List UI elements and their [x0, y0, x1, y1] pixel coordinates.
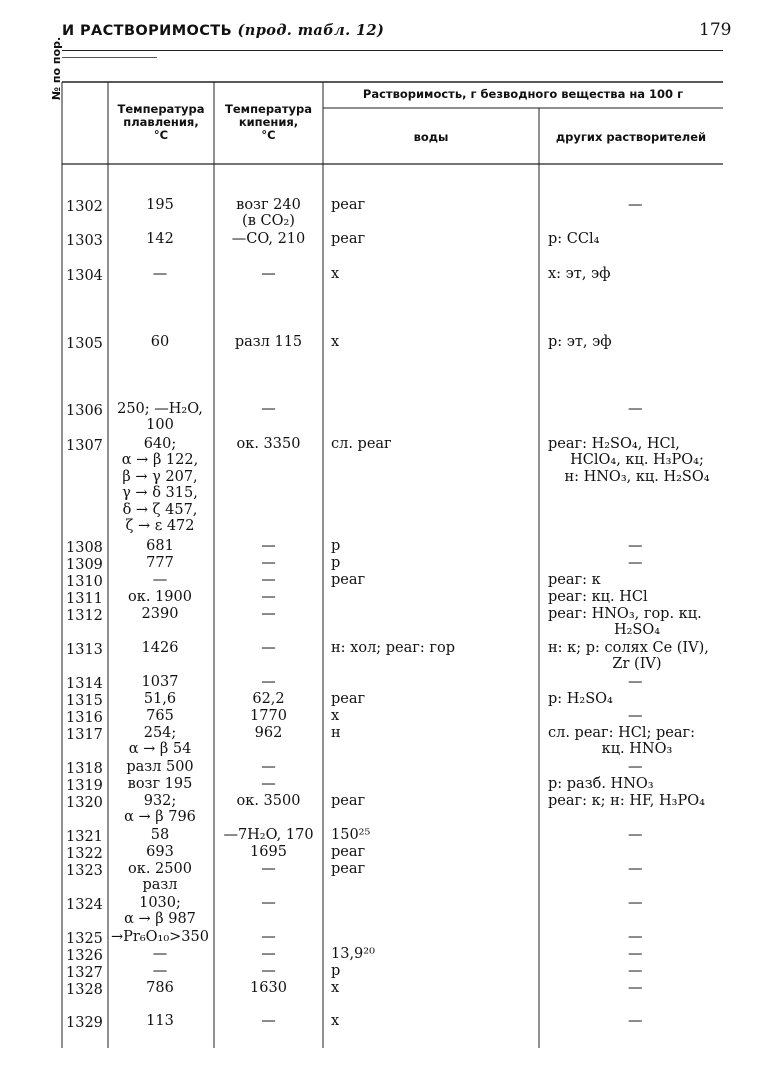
- boiling-point-value: 1695: [250, 844, 287, 860]
- melting-point-value: α → β 122,: [121, 452, 199, 469]
- row-number: 1325: [66, 931, 103, 947]
- melting-point-value: β → γ 207,: [122, 468, 198, 485]
- melting-point-value: —: [152, 963, 168, 979]
- boiling-point-value: —: [261, 640, 276, 656]
- row-number: 1319: [66, 778, 103, 794]
- row-number: 1305: [66, 336, 103, 352]
- water-solubility-value: х: [331, 1013, 340, 1029]
- row-number: 1317: [66, 727, 103, 743]
- column-header-boiling: [214, 103, 323, 142]
- melting-point-value: 250; —H₂O,: [117, 401, 203, 417]
- row-number: 1311: [66, 591, 103, 607]
- water-solubility-value: реаг: [331, 231, 366, 247]
- melting-point-value: 1037: [141, 674, 179, 690]
- melting-point-value: 765: [146, 708, 174, 724]
- column-header-boiling-line: кипения,: [238, 115, 299, 129]
- melting-point-value: 1030;: [139, 895, 181, 911]
- row-number: 1321: [66, 829, 103, 845]
- boiling-point-value: —: [261, 929, 276, 945]
- melting-point-value: 100: [146, 417, 174, 434]
- melting-point-value: 786: [146, 980, 174, 996]
- column-header-water: воды: [413, 130, 449, 144]
- water-solubility-value: н: хол; реаг: гор: [331, 640, 455, 656]
- other-solvents-value: н: к; р: солях Ce (IV),: [548, 640, 709, 656]
- other-solvents-value: сл. реаг: HCl; реаг:: [548, 725, 696, 741]
- melting-point-value: —: [152, 266, 168, 282]
- boiling-point-value: 962: [254, 725, 283, 741]
- boiling-point-value: —: [261, 895, 276, 911]
- water-solubility-value: реаг: [331, 197, 366, 213]
- other-solvents-value: реаг: кц. HCl: [548, 589, 648, 605]
- other-solvents-value: Zr (IV): [612, 656, 662, 673]
- row-number: 1323: [66, 863, 103, 879]
- boiling-point-value: —: [261, 589, 276, 605]
- other-solvents-value: —: [628, 946, 643, 962]
- water-solubility-value: 13,9²⁰: [331, 946, 375, 962]
- melting-point-value: разл 500: [126, 759, 194, 775]
- other-solvents-value: —: [628, 708, 643, 724]
- melting-point-value: α → β 54: [128, 741, 192, 758]
- other-solvents-value: —: [628, 538, 643, 554]
- water-solubility-value: х: [331, 708, 340, 724]
- melting-point-value: разл: [142, 877, 178, 894]
- other-solvents-value: реаг: к; н: HF, H₃PO₄: [548, 793, 705, 809]
- boiling-point-value: —CO, 210: [231, 231, 306, 247]
- page-number: 179: [699, 20, 732, 40]
- other-solvents-value: —: [628, 1013, 643, 1029]
- row-number: 1313: [66, 642, 103, 658]
- other-solvents-value: х: эт, эф: [548, 266, 611, 282]
- other-solvents-value: р: эт, эф: [548, 334, 612, 350]
- row-number: 1328: [66, 982, 103, 998]
- row-number: 1322: [66, 846, 103, 862]
- row-number: 1315: [66, 693, 103, 709]
- column-header-others: других растворителей: [555, 130, 707, 144]
- melting-point-value: 142: [146, 231, 174, 247]
- melting-point-value: 2390: [141, 606, 179, 622]
- row-number: 1314: [66, 676, 103, 692]
- melting-point-value: 254;: [143, 725, 177, 741]
- other-solvents-value: HClO₄, кц. H₃PO₄;: [570, 452, 704, 469]
- melting-point-value: 777: [146, 555, 174, 571]
- column-header-melting: [108, 103, 214, 142]
- other-solvents-value: р: H₂SO₄: [548, 691, 613, 707]
- column-header-number: № по пор.: [50, 36, 63, 101]
- melting-point-value: α → β 987: [124, 911, 196, 928]
- boiling-point-value: —: [261, 946, 276, 962]
- boiling-point-value: —: [261, 963, 276, 979]
- other-solvents-value: —: [628, 861, 643, 877]
- other-solvents-value: реаг: HNO₃, гор. кц.: [548, 606, 702, 622]
- boiling-point-value: —: [261, 401, 276, 417]
- other-solvents-value: р: CCl₄: [548, 231, 600, 247]
- water-solubility-value: реаг: [331, 861, 366, 877]
- row-number: 1310: [66, 574, 103, 590]
- boiling-point-value: ок. 3350: [236, 436, 301, 452]
- other-solvents-value: р: разб. HNO₃: [548, 776, 654, 792]
- other-solvents-value: —: [628, 759, 643, 775]
- row-number: 1324: [66, 897, 103, 913]
- boiling-point-value: —: [261, 606, 276, 622]
- row-number: 1326: [66, 948, 103, 964]
- column-header-melting-line: плавления,: [123, 115, 199, 129]
- water-solubility-value: р: [331, 555, 341, 571]
- boiling-point-value: разл 115: [234, 334, 303, 350]
- water-solubility-value: х: [331, 980, 340, 996]
- row-number: 1309: [66, 557, 103, 573]
- boiling-point-value: —: [261, 266, 276, 282]
- water-solubility-value: х: [331, 266, 340, 282]
- other-solvents-value: н: HNO₃, кц. H₂SO₄: [564, 468, 710, 485]
- boiling-point-value: —: [261, 1013, 276, 1029]
- boiling-point-value: —: [261, 861, 276, 877]
- boiling-point-value: возг 240: [236, 197, 301, 213]
- water-solubility-value: реаг: [331, 572, 366, 588]
- column-header-melting-line: °С: [153, 128, 169, 142]
- row-number: 1320: [66, 795, 103, 811]
- row-number: 1329: [66, 1015, 103, 1031]
- melting-point-value: 58: [150, 827, 170, 843]
- other-solvents-value: —: [628, 674, 643, 690]
- water-solubility-value: р: [331, 538, 341, 554]
- melting-point-value: 1426: [141, 640, 179, 656]
- melting-point-value: возг 195: [127, 776, 193, 792]
- melting-point-value: δ → ζ 457,: [122, 501, 198, 518]
- boiling-point-value: —: [261, 674, 276, 690]
- melting-point-value: ок. 1900: [128, 589, 192, 605]
- melting-point-value: γ → δ 315,: [122, 485, 198, 502]
- water-solubility-value: н: [331, 725, 341, 741]
- column-header-melting-line: Температура: [117, 102, 205, 116]
- other-solvents-value: H₂SO₄: [613, 622, 661, 639]
- other-solvents-value: —: [628, 197, 643, 213]
- column-header-boiling-line: Температура: [225, 102, 312, 116]
- water-solubility-value: реаг: [331, 793, 366, 809]
- running-header-title: И РАСТВОРИМОСТЬ: [62, 23, 233, 39]
- boiling-point-value: —: [261, 538, 276, 554]
- melting-point-value: →Pr₆O₁₀>350: [111, 929, 209, 945]
- other-solvents-value: —: [628, 555, 643, 571]
- melting-point-value: α → β 796: [124, 809, 196, 826]
- other-solvents-value: реаг: H₂SO₄, HCl,: [548, 436, 680, 452]
- column-header-boiling-line: °С: [261, 128, 276, 142]
- boiling-point-value: (в CO₂): [242, 213, 295, 230]
- melting-point-value: 693: [146, 844, 174, 860]
- row-number: 1302: [66, 199, 103, 215]
- water-solubility-value: р: [331, 963, 341, 979]
- boiling-point-value: ок. 3500: [236, 793, 301, 809]
- melting-point-value: 681: [146, 538, 174, 554]
- melting-point-value: 51,6: [143, 691, 177, 707]
- boiling-point-value: 1770: [250, 708, 287, 724]
- other-solvents-value: —: [628, 827, 643, 843]
- running-header-subtitle: (прод. табл. 12): [237, 22, 385, 39]
- boiling-point-value: —: [261, 776, 276, 792]
- boiling-point-value: —: [261, 572, 276, 588]
- melting-point-value: ок. 2500: [128, 861, 192, 877]
- row-number: 1316: [66, 710, 103, 726]
- melting-point-value: ζ → ε 472: [125, 518, 195, 534]
- water-solubility-value: реаг: [331, 844, 366, 860]
- melting-point-value: 113: [146, 1013, 174, 1029]
- row-number: 1318: [66, 761, 103, 777]
- melting-point-value: 932;: [143, 793, 177, 809]
- row-number: 1327: [66, 965, 103, 981]
- melting-point-value: —: [152, 946, 168, 962]
- other-solvents-value: —: [628, 980, 643, 996]
- other-solvents-value: реаг: к: [548, 572, 601, 588]
- melting-point-value: 640;: [143, 436, 177, 452]
- row-number: 1307: [66, 438, 103, 454]
- boiling-point-value: —7H₂O, 170: [223, 827, 314, 843]
- row-number: 1304: [66, 268, 103, 284]
- water-solubility-value: х: [331, 334, 340, 350]
- water-solubility-value: реаг: [331, 691, 366, 707]
- other-solvents-value: —: [628, 401, 643, 417]
- other-solvents-value: —: [628, 929, 643, 945]
- row-number: 1306: [66, 403, 103, 419]
- melting-point-value: 60: [150, 334, 170, 350]
- row-number: 1312: [66, 608, 103, 624]
- water-solubility-value: сл. реаг: [331, 436, 392, 452]
- water-solubility-value: 150²⁵: [331, 827, 371, 843]
- boiling-point-value: 1630: [250, 980, 287, 996]
- boiling-point-value: —: [261, 759, 276, 775]
- row-number: 1308: [66, 540, 103, 556]
- boiling-point-value: —: [261, 555, 276, 571]
- boiling-point-value: 62,2: [252, 691, 285, 707]
- column-header-solubility: Растворимость, г безводного вещества на 100 г: [362, 87, 684, 101]
- other-solvents-value: кц. HNO₃: [601, 741, 673, 758]
- melting-point-value: —: [152, 572, 168, 588]
- melting-point-value: 195: [146, 197, 174, 213]
- row-number: 1303: [66, 233, 103, 249]
- other-solvents-value: —: [628, 895, 643, 911]
- other-solvents-value: —: [628, 963, 643, 979]
